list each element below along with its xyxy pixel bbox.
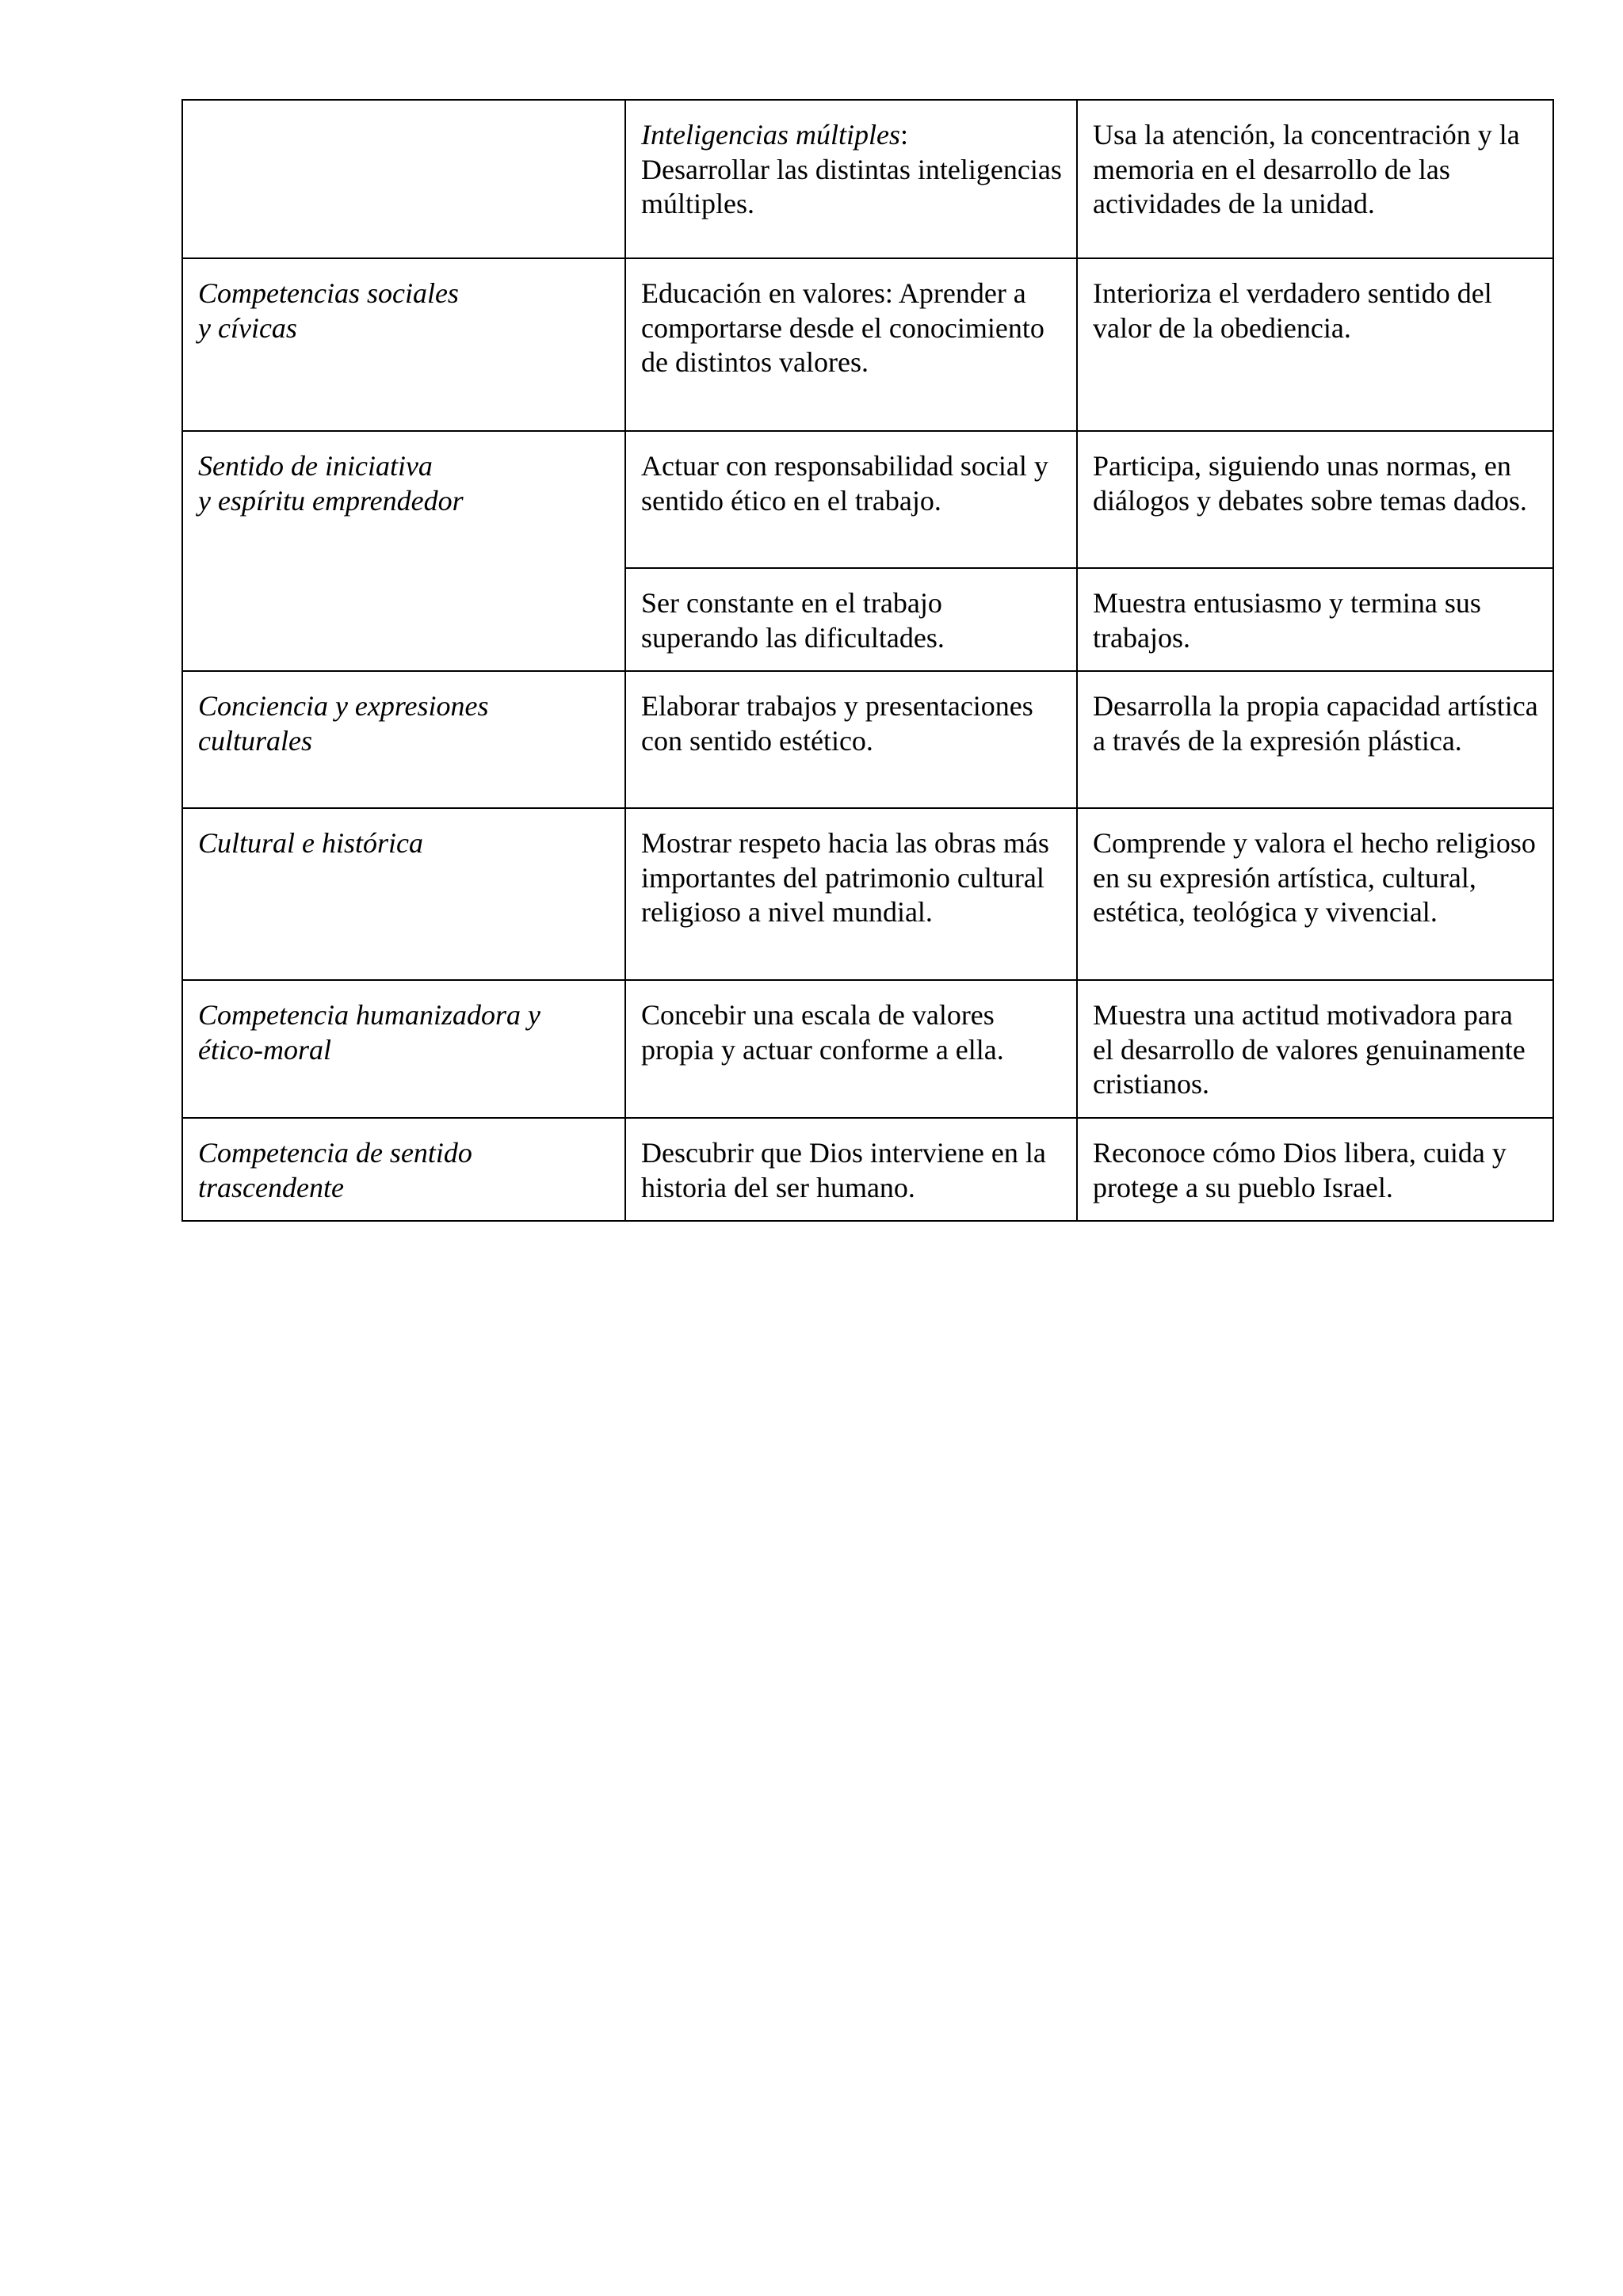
objective-cell: Actuar con responsabilidad social y sentido ético en el trabajo. [625,431,1077,568]
indicator-cell: Reconoce cómo Dios libera, cuida y protege a su pueblo Israel. [1077,1118,1553,1221]
indicator-cell: Muestra entusiasmo y termina sus trabajos. [1077,568,1553,671]
competence-cell: Competencia humanizadora y ético-moral [182,980,625,1118]
competence-cell: Competencias sociales y cívicas [182,258,625,431]
objective-cell: Educación en valores: Aprender a comportarse desde el conocimiento de distintos valores. [625,258,1077,431]
objective-cell: Ser constante en el trabajo superando las dificultades. [625,568,1077,671]
competence-cell: Cultural e histórica [182,808,625,980]
table-row [182,100,1553,258]
competence-cell [182,100,625,258]
objective-cell: Descubrir que Dios interviene en la historia del ser humano. [625,1118,1077,1221]
objective-cell: Concebir una escala de valores propia y actuar conforme a ella. [625,980,1077,1118]
indicator-cell: Usa la atención, la concentración y la memoria en el desarrollo de las actividades de la unidad. [1077,100,1553,258]
indicator-cell: Participa, siguiendo unas normas, en diálogos y debates sobre temas dados. [1077,431,1553,568]
table-row [182,258,1553,431]
competence-cell: Conciencia y expresiones culturales [182,671,625,808]
objective-cell [625,100,1077,258]
indicator-cell: Comprende y valora el hecho religioso en su expresión artística, cultural, estética, teológica y vivencial. [1077,808,1553,980]
competences-table [181,99,1554,1222]
objective-cell: Mostrar respeto hacia las obras más importantes del patrimonio cultural religioso a nivel mundial. [625,808,1077,980]
objective-cell: Elaborar trabajos y presentaciones con sentido estético. [625,671,1077,808]
competence-cell: Competencia de sentido trascendente [182,1118,625,1221]
competence-cell: Sentido de iniciativa y espíritu emprendedor [182,431,625,671]
table-row [182,671,1553,808]
table-row [182,980,1553,1118]
table-row [182,808,1553,980]
indicator-cell: Muestra una actitud motivadora para el desarrollo de valores genuinamente cristianos. [1077,980,1553,1118]
objective-italic-label: Inteligencias múltiples [641,119,900,151]
indicator-cell: Interioriza el verdadero sentido del valor de la obediencia. [1077,258,1553,431]
indicator-cell: Desarrolla la propia capacidad artística a través de la expresión plástica. [1077,671,1553,808]
table-row [182,1118,1553,1221]
table-row [182,431,1553,568]
objective-text: : Desarrollar las distintas inteligencias múltiples. [641,119,1062,219]
